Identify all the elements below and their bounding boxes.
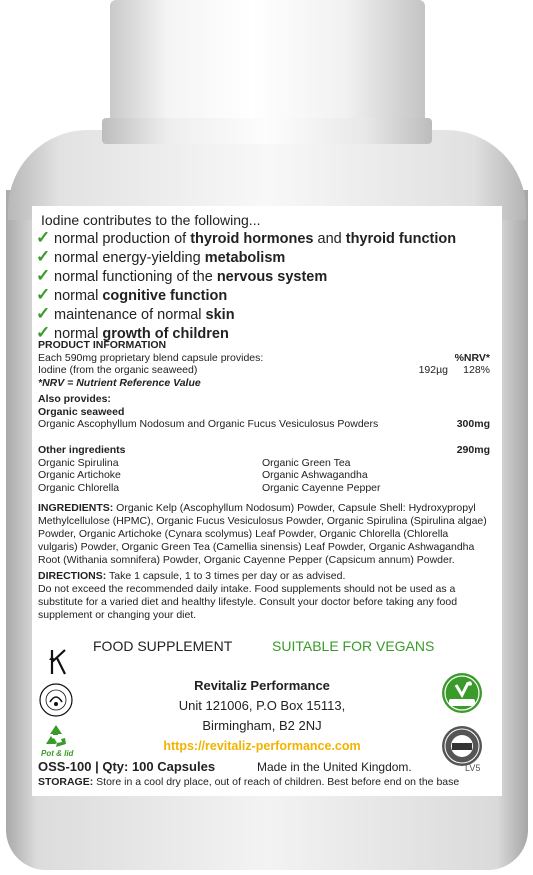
check-icon: ✓ <box>36 266 51 285</box>
company-url[interactable]: https://revitaliz-performance.com <box>163 739 361 753</box>
also-heading: Also provides: <box>38 393 111 405</box>
also-sub: Organic seaweed <box>38 405 125 418</box>
made-in: Made in the United Kingdom. <box>257 760 412 774</box>
other-item: Organic Spirulina <box>38 456 119 469</box>
check-icon: ✓ <box>36 228 51 247</box>
food-supplement-text: FOOD SUPPLEMENT <box>93 638 233 654</box>
recycle-icon <box>42 722 70 750</box>
address-line-1: Unit 121006, P.O Box 15113, <box>178 698 346 713</box>
claim-item: ✓ maintenance of normal skin <box>36 304 235 323</box>
health-claims <box>36 212 456 343</box>
other-item: Organic Chlorella <box>38 481 120 494</box>
claim-item: ✓ normal production of thyroid hormones and thyroid function <box>36 228 457 247</box>
lv-code: LV5 <box>465 763 481 773</box>
seaweed-line: Organic Ascophyllum Nodosum and Organic Fucus Vesiculosus Powders <box>38 418 379 430</box>
address-line-2: Birmingham, B2 2NJ <box>202 718 322 733</box>
other-item: Organic Green Tea <box>262 456 351 469</box>
other-amount: 290mg <box>456 444 490 456</box>
claim-item: ✓ normal energy-yielding metabolism <box>36 247 286 266</box>
suitable-for-vegans-text: SUITABLE FOR VEGANS <box>272 638 435 654</box>
check-icon: ✓ <box>36 323 51 342</box>
check-icon: ✓ <box>36 304 51 323</box>
vegan-badge-icon <box>440 671 484 715</box>
pot-lid-label: Pot & lid <box>41 749 74 758</box>
claim-item: ✓ normal cognitive function <box>36 285 228 304</box>
other-heading: Other ingredients <box>38 444 126 456</box>
product-information <box>38 339 490 389</box>
directions-warning: Do not exceed the recommended daily intake. Food supplements should not be used as a substitute for a varied diet and healthy lifestyle. Consult your doctor before taking any food supplement or changing your diet. <box>38 583 458 621</box>
product-code: OSS-100 | Qty: 100 Capsules <box>38 759 216 774</box>
iodine-nrv: 128% <box>463 364 490 376</box>
other-item: Organic Cayenne Pepper <box>262 481 381 494</box>
halal-seal-icon <box>38 682 74 718</box>
provides-text: Each 590mg proprietary blend capsule provides: <box>38 351 264 364</box>
storage-text: STORAGE: Store in a cool dry place, out of reach of children. Best before end on the base <box>38 776 460 788</box>
company-name: Revitaliz Performance <box>194 678 330 693</box>
k-logo-icon <box>48 646 70 678</box>
bottle-lid-rim <box>102 118 432 144</box>
other-item: Organic Artichoke <box>38 469 121 481</box>
bottle-lid <box>110 0 425 132</box>
product-info-heading: PRODUCT INFORMATION <box>38 339 167 351</box>
claim-item: ✓ normal growth of children <box>36 323 229 342</box>
seaweed-amount: 300mg <box>456 418 490 430</box>
ingredients-text: INGREDIENTS: Organic Kelp (Ascophyllum Nodosum) Powder, Capsule Shell: Hydroxypropyl Methylcellulose (HPMC), Organic Fucus Vesiculosus Powder, Organic Spirulina (Spirulina algae) Powder, Organic Artichoke (Cynara scolymus) Leaf Powder, Organic Chlorella (Chlorella vulgaris) Powder, Organic Green Tea (Camellia sinensis) Leaf Powder, Organic Ashwagandha Root (Withania somnifera) Powder, Organic Cayenne Pepper (Capsicum annum) Powder. <box>38 502 487 566</box>
iodine-amount: 192µg <box>418 364 448 376</box>
other-ingredients <box>38 444 490 494</box>
check-icon: ✓ <box>36 247 51 266</box>
nrv-header: %NRV* <box>454 351 490 364</box>
nrv-note: *NRV = Nutrient Reference Value <box>38 376 201 389</box>
claim-item: ✓ normal functioning of the nervous system <box>36 266 328 285</box>
directions-text: DIRECTIONS: Take 1 capsule, 1 to 3 times per day or as advised. Do not exceed the recommended daily intake. Food supplements should not be used as a substitute for a varied diet and healthy lifestyle. Consult your doctor before taking any food supplement or changing your diet. <box>38 570 490 622</box>
gmp-badge-icon <box>440 724 484 768</box>
also-provides <box>38 393 490 431</box>
iodine-label: Iodine (from the organic seaweed) <box>38 364 198 376</box>
company-address <box>132 676 392 756</box>
check-icon: ✓ <box>36 285 51 304</box>
product-label <box>32 206 502 796</box>
other-item: Organic Ashwagandha <box>262 469 368 481</box>
claims-intro: Iodine contributes to the following... <box>41 212 261 228</box>
